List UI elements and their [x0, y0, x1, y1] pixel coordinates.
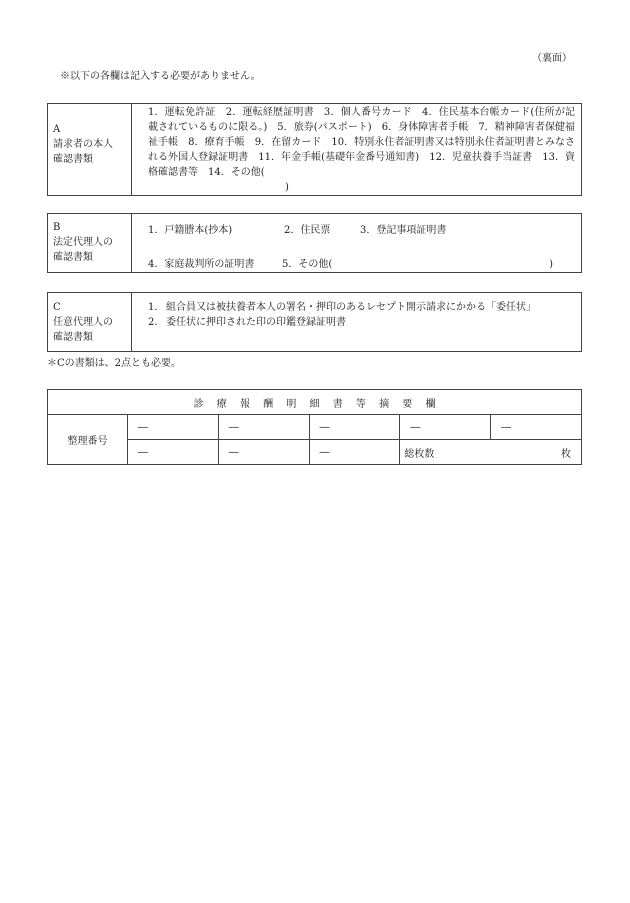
summary-header-char: 摘: [379, 398, 390, 410]
section-a-label-line2: 確認書類: [53, 154, 93, 165]
reference-number-cell: ―: [127, 415, 218, 440]
summary-header: [48, 390, 582, 415]
reference-number-cell: ―: [400, 415, 491, 440]
section-a-content: [132, 104, 582, 196]
summary-header-char: 療: [216, 398, 227, 410]
section-a-table: [47, 103, 582, 196]
section-c-letter: C: [53, 302, 61, 313]
section-c-table: [47, 292, 582, 352]
section-b-table: [47, 213, 582, 273]
section-c-content: [132, 293, 582, 352]
summary-header-char: 診: [193, 398, 204, 410]
summary-header-char: 書: [332, 398, 343, 410]
page-side-label: （裏面）: [532, 53, 572, 64]
summary-header-char: 要: [402, 398, 413, 410]
section-a-label-line1: 請求者の本人: [53, 139, 113, 150]
section-b-letter: B: [53, 222, 61, 233]
section-b-item1: 1．戸籍謄本(抄本): [148, 225, 233, 236]
section-b-close-paren: ): [549, 259, 553, 270]
section-b-label-line2: 確認書類: [53, 252, 93, 263]
reference-number-cell: ―: [491, 415, 582, 440]
section-c-label-line2: 確認書類: [53, 332, 93, 343]
summary-header-char: 等: [355, 398, 366, 410]
section-b-label-line1: 法定代理人の: [53, 237, 113, 248]
section-b-item5: 5．その他(: [282, 259, 333, 270]
section-c-item1: [148, 294, 575, 315]
summary-header-char: 明: [286, 398, 297, 410]
section-b-content: [132, 214, 582, 273]
total-sheets-unit: 枚: [561, 448, 571, 460]
section-c-item2: [148, 315, 575, 330]
reference-number-cell: ―: [218, 440, 309, 465]
section-a-letter: A: [53, 124, 61, 135]
summary-table: [47, 389, 582, 465]
section-c-item1-num: 1．: [148, 302, 165, 313]
total-sheets-cell: [400, 440, 582, 465]
section-b-item3: 3．登記事項証明書: [360, 225, 447, 236]
reference-number-cell: ―: [127, 440, 218, 465]
section-c-label-line1: 任意代理人の: [53, 317, 113, 328]
summary-header-char: 欄: [425, 398, 436, 410]
reference-number-label: 整理番号: [48, 415, 128, 465]
section-a-close-paren: ): [285, 182, 289, 193]
section-c-item2-text: 委任状に押印された印の印鑑登録証明書: [166, 317, 346, 328]
summary-header-char: 報: [239, 398, 250, 410]
reference-number-cell: ―: [309, 415, 400, 440]
summary-header-char: 細: [309, 398, 320, 410]
section-c-note: ＊Cの書類は、2点とも必要。: [47, 358, 182, 369]
section-a-label: [48, 104, 132, 196]
section-b-item4: 4．家庭裁判所の証明書: [148, 259, 255, 270]
section-a-text: 1．運転免許証 2．運転経歴証明書 3．個人番号カード 4．住民基本台帳カード(住所が記載されているものに限る。) 5．旅券(パスポート) 6．身体障害者手帳 7．精神障害者保健福祉手帳 8．療育手帳 9．在留カード 10．特別永住者証明書又は特別永住者証明書とみなされる外国人登録証明書 11．年金手帳(基礎年金番号通知書) 12．児童扶養手当証書 13．資格確認書等 14．その他(: [148, 107, 575, 178]
reference-number-cell: ―: [309, 440, 400, 465]
section-b-label: [48, 214, 132, 273]
section-b-item2: 2．住民票: [284, 225, 331, 236]
summary-header-char: 酬: [263, 398, 274, 410]
total-sheets-label: 総枚数: [404, 448, 435, 460]
section-c-item2-num: 2．: [148, 317, 165, 328]
section-c-label: [48, 293, 132, 352]
section-c-item1-text: 組合員又は被扶養者本人の署名・押印のあるレセプト開示請求にかかる「委任状」: [166, 302, 536, 313]
reference-number-cell: ―: [218, 415, 309, 440]
instruction-note: ※以下の各欄は記入する必要がありません。: [60, 71, 261, 82]
